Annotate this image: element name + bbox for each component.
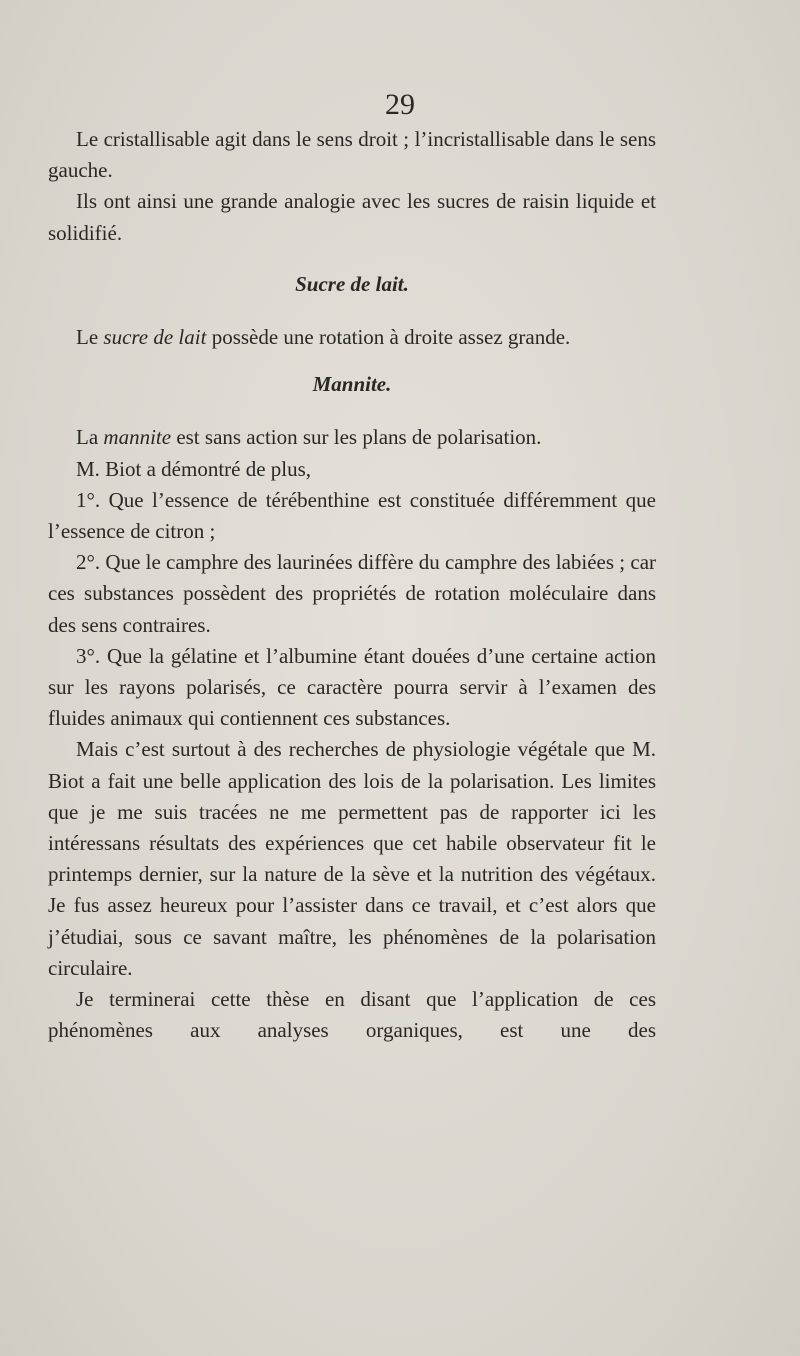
paragraph-mannite	[48, 422, 656, 453]
paragraph-cristallisable: Le cristallisable agit dans le sens droit ; l’incristallisable dans le sens gauche.	[48, 127, 656, 183]
text-run: est sans action sur les plans de polarisation.	[171, 425, 542, 450]
italic-term: mannite	[103, 425, 172, 450]
paragraph-sucre-de-lait	[48, 322, 656, 353]
paragraph-biot: M. Biot a démontré de plus,	[76, 456, 312, 481]
text-run: La	[76, 425, 104, 450]
paragraph-physiologie: Mais c’est surtout à des recherches de physiologie végétale que M. Biot a fait une belle application des lois de la polarisation. Les limites que je me suis tracées ne me permettent pas de rapporter ici les intéressans résultats des expériences que cet habile observateur fit le printemps dernier, sur la nature de la sève et la nutrition des végétaux. Je fus assez heureux pour l’assister dans ce travail, et c’est alors que j’étudiai, sous ce savant maître, les phénomènes de la polarisation circulaire.	[48, 737, 656, 980]
text-run: Le	[76, 325, 104, 350]
paragraph-conclusion: Je terminerai cette thèse en disant que l’application de ces phénomènes aux analyses organiques, est une des	[48, 987, 656, 1043]
paragraph-item-2: 2°. Que le camphre des laurinées diffère du camphre des labiées ; car ces substances possèdent des propriétés de rotation moléculaire dans des sens contraires.	[48, 550, 657, 637]
page-number: 29	[385, 88, 415, 121]
section-heading-mannite: Mannite.	[312, 372, 392, 397]
text-run: possède une rotation à droite assez grande.	[206, 325, 571, 350]
paragraph-item-1: 1°. Que l’essence de térébenthine est constituée différemment que l’essence de citron ;	[48, 487, 656, 544]
italic-term: sucre de lait	[103, 325, 207, 350]
page-body	[48, 124, 656, 1046]
paragraph-analogie: Ils ont ainsi une grande analogie avec les sucres de raisin liquide et solidifié.	[48, 189, 656, 245]
section-heading-sucre-de-lait: Sucre de lait.	[295, 271, 409, 296]
paragraph-item-3: 3°. Que la gélatine et l’albumine étant douées d’une certaine action sur les rayons polarisés, ce caractère pourra servir à l’examen des fluides animaux qui contiennent ces substances.	[48, 643, 656, 731]
